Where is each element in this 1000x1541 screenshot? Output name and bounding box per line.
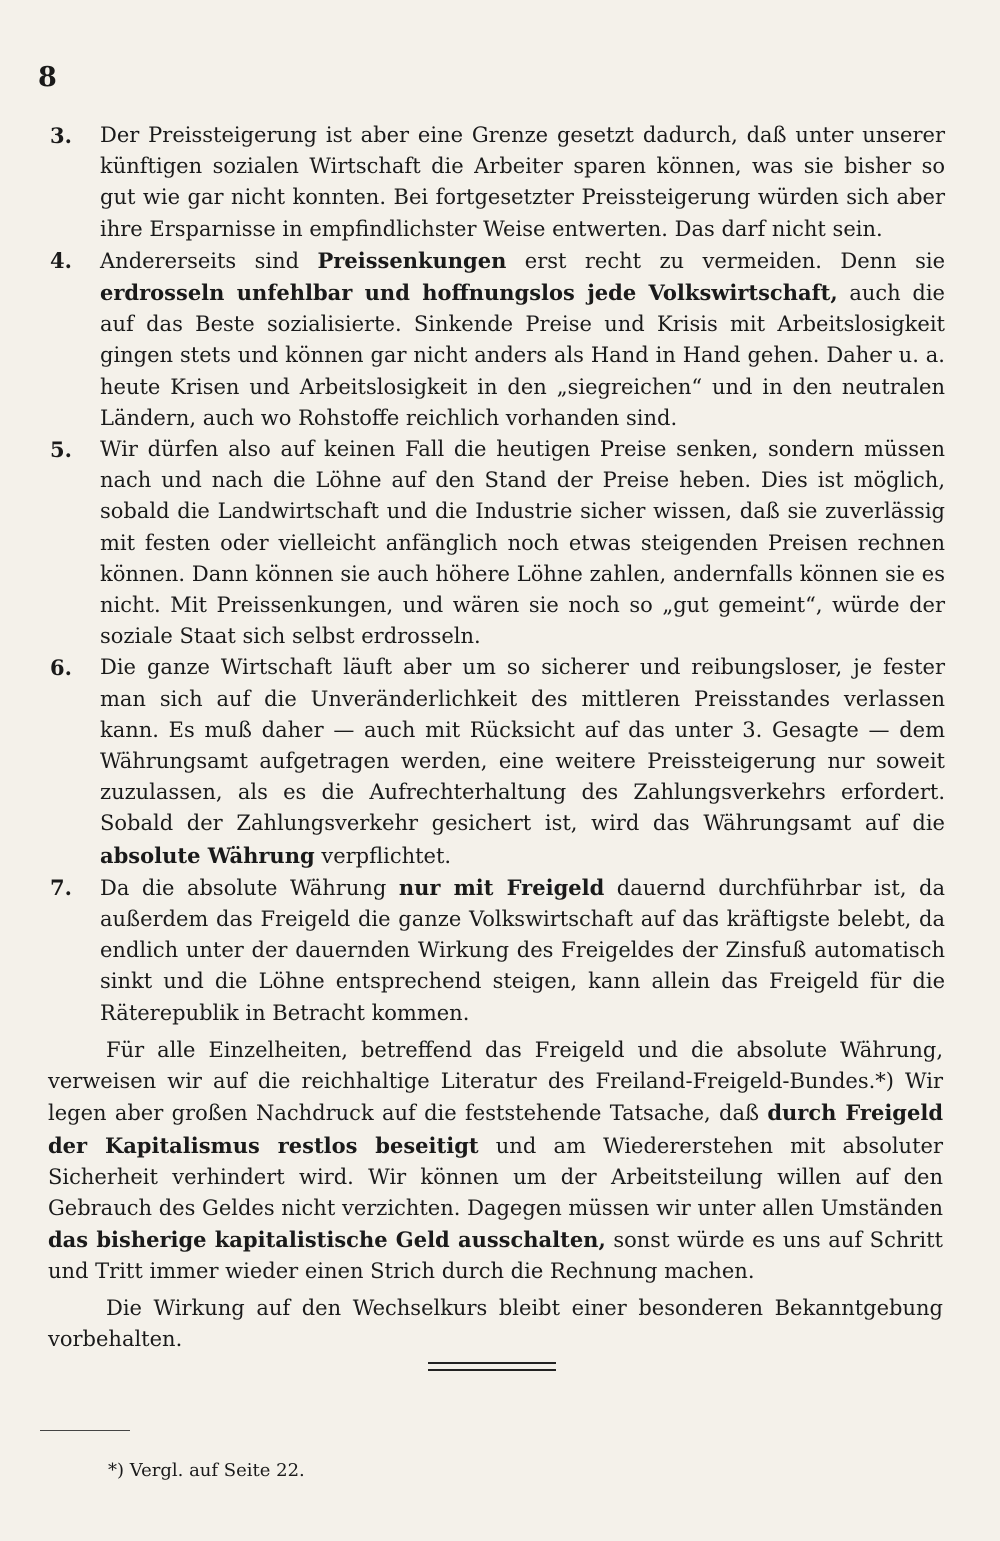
list-item-7 — [50, 872, 945, 1029]
footnote-rule — [40, 1430, 130, 1431]
item-text — [100, 434, 945, 652]
text-run: verpflichtet. — [314, 843, 452, 868]
item-text — [100, 652, 945, 871]
text-run: Der Preissteigerung ist aber eine Grenze gesetzt dadurch, daß unter unserer künftigen sozialen Wirtschaft die Arbeiter sparen können, was sie bisher so gut wie gar nicht konnten. Bei fortgesetzter Preissteigerung würden sich aber ihre Ersparnisse in empfindlichster Weise entwerten. Das darf nicht sein. — [100, 123, 945, 241]
list-item-4 — [50, 245, 945, 434]
page-number: 8 — [38, 62, 57, 93]
item-number: 5. — [50, 437, 72, 463]
item-number: 6. — [50, 655, 72, 681]
list-item-6 — [50, 652, 945, 871]
body-paragraph — [48, 1035, 943, 1288]
text-run: Da die absolute Währung — [100, 875, 399, 900]
item-text — [100, 245, 945, 434]
item-number: 7. — [50, 874, 72, 900]
emphasis-run: nur mit Freigeld — [398, 874, 605, 900]
footnote: *) Vergl. auf Seite 22. — [108, 1460, 305, 1481]
item-text — [100, 120, 945, 245]
list-item-3 — [50, 120, 945, 245]
text-run: sonst würde es uns auf Schritt und Tritt immer wieder einen Strich durch die Rechnung machen. — [48, 1228, 943, 1284]
emphasis-run: durch Freigeld der Kapitalismus restlos beseitigt — [48, 1100, 944, 1158]
body-paragraph — [48, 1293, 943, 1355]
item-number: 4. — [50, 247, 72, 273]
list-item-5 — [50, 434, 945, 652]
section-divider — [428, 1362, 556, 1364]
text-run: Die ganze Wirtschaft läuft aber um so sicherer und reibungsloser, je fester man sich auf die Unveränderlichkeit des mittleren Preisstandes verlassen kann. Es muß daher — auch mit Rücksicht auf das unter 3. Gesagte — dem Währungsamt aufgetragen werden, eine weitere Preissteigerung nur soweit zuzulassen, als es die Aufrechterhaltung des Zahlungsverkehrs erfordert. Sobald der Zahlungsverkehr gesichert ist, wird das Währungsamt auf die — [100, 655, 945, 836]
emphasis-run: absolute Währung — [100, 842, 315, 868]
text-run: Andererseits sind — [100, 248, 318, 273]
item-text — [100, 872, 945, 1029]
text-run: Wir dürfen also auf keinen Fall die heutigen Preise senken, sondern müssen nach und nach die Löhne auf den Stand der Preise heben. Dies ist möglich, sobald die Landwirtschaft und die Industrie sicher wissen, daß sie zuverlässig mit festen oder vielleicht anfänglich noch etwas steigenden Preisen rechnen können. Dann können sie auch höhere Löhne zahlen, andernfalls können sie es nicht. Mit Preissenkungen, und wären sie noch so „gut gemeint“, würde der soziale Staat sich selbst erdrosseln. — [100, 437, 945, 649]
text-run: auch die auf das Beste sozialisierte. Sinkende Preise und Krisis mit Arbeitslosigkeit gingen stets und können gar nicht anders als Hand in Hand gehen. Daher u. a. heute Krisen und Arbeitslosigkeit in den „siegreichen“ und in den neutralen Ländern, auch wo Rohstoffe reichlich vorhanden sind. — [100, 281, 945, 430]
text-run: erst recht zu vermeiden. Denn sie — [506, 248, 946, 273]
emphasis-run: Preissenkungen — [317, 247, 507, 273]
emphasis-run: erdrosseln unfehlbar und hoffnungslos jede Volkswirtschaft, — [100, 280, 838, 306]
text-run: und am Wiedererstehen mit absoluter Sicherheit verhindert wird. Wir können um der Arbeitsteilung willen auf den Gebrauch des Geldes nicht verzichten. Dagegen müssen wir unter allen Umständen — [48, 1133, 943, 1221]
numbered-list — [50, 120, 945, 1029]
emphasis-run: das bisherige kapitalistische Geld ausschalten, — [48, 1227, 606, 1253]
item-number: 3. — [50, 123, 72, 148]
text-run: Die Wirkung auf den Wechselkurs bleibt einer besonderen Bekanntgebung vorbehalten. — [48, 1296, 943, 1352]
section-divider — [428, 1369, 556, 1371]
text-run: Für alle Einzelheiten, betreffend das Freigeld und die absolute Währung, verweisen wir auf die reichhaltige Literatur des Freiland-Freigeld-Bundes.*) Wir legen aber großen Nachdruck auf die feststehende Tatsache, daß — [48, 1038, 943, 1126]
text-run: dauernd durchführbar ist, da außerdem das Freigeld die ganze Volkswirtschaft auf das kräftigste belebt, da endlich unter der dauernden Wirkung des Freigeldes der Zinsfuß automatisch sinkt und die Löhne entsprechend steigen, kann allein das Freigeld für die Räterepublik in Betracht kommen. — [100, 875, 945, 1025]
